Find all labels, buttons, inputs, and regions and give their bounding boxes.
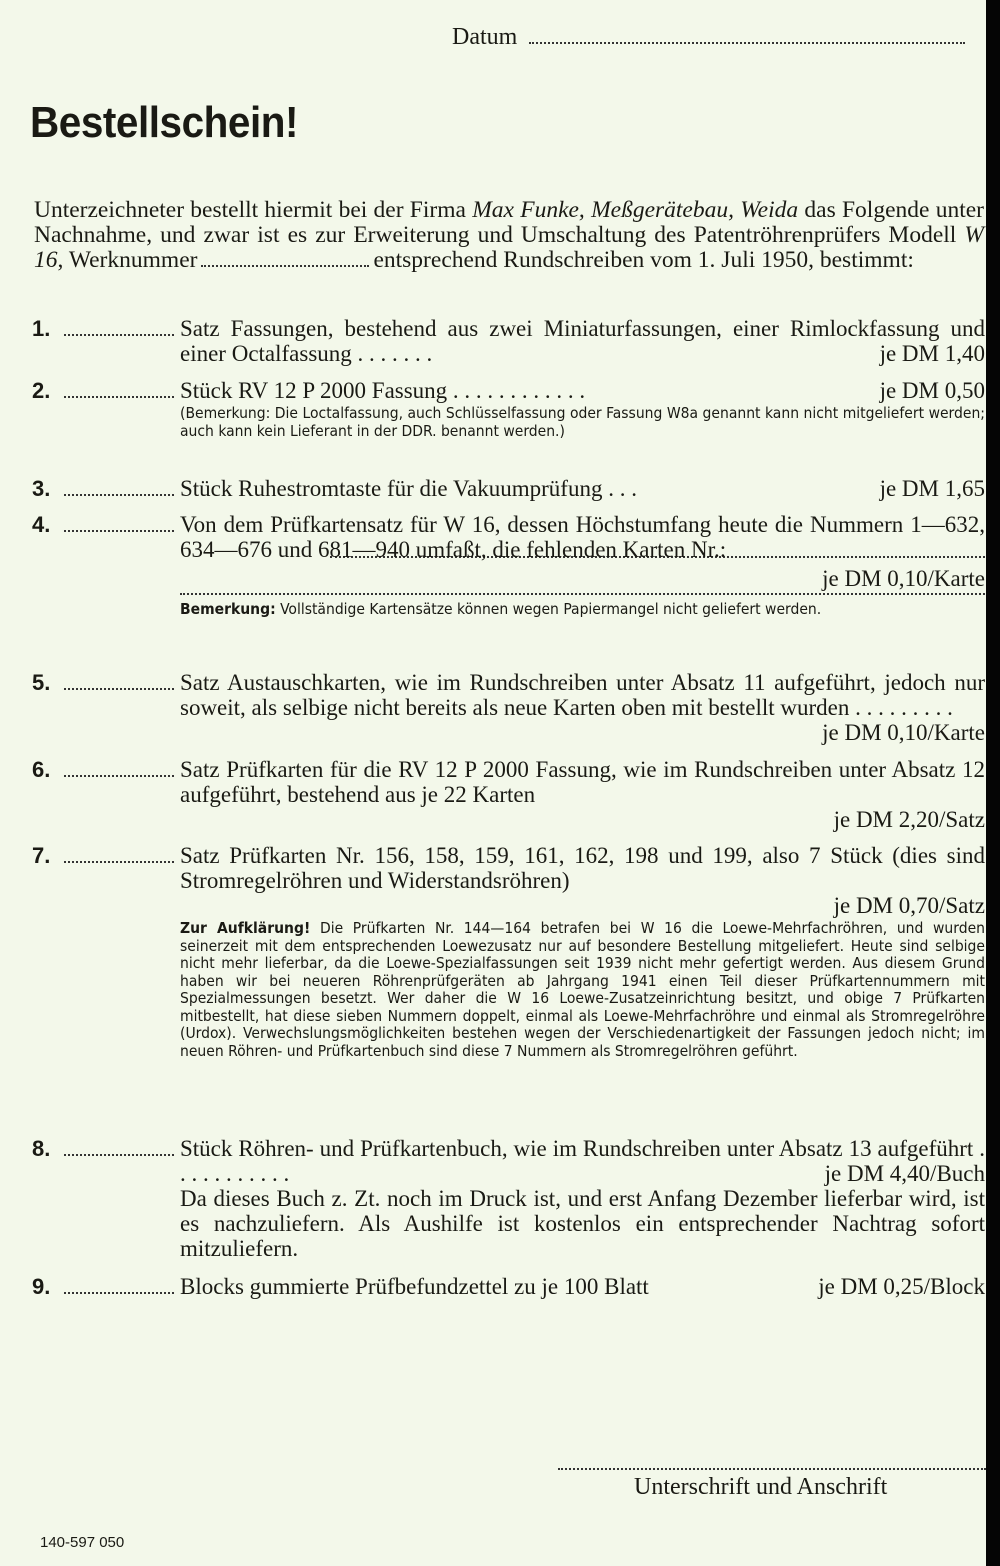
quantity-input-line[interactable] bbox=[64, 1154, 174, 1156]
item-price: je DM 0,50 bbox=[879, 378, 985, 403]
item-note: Vollständige Kartensätze können wegen Papiermangel nicht geliefert werden. bbox=[280, 600, 822, 618]
signature-label: Unterschrift und Anschrift bbox=[634, 1474, 888, 1500]
item-description: Stück RV 12 P 2000 Fassung . . . . . . . . . . . . bbox=[180, 378, 586, 403]
quantity-input-line[interactable] bbox=[64, 334, 174, 336]
company-name: Max Funke, Meßgerätebau, Weida bbox=[472, 197, 799, 223]
date-field bbox=[452, 24, 965, 51]
item-number: 9. bbox=[32, 1274, 51, 1299]
item-price: je DM 0,10/Karte bbox=[822, 566, 985, 591]
item-number: 3. bbox=[32, 476, 51, 501]
item-number: 6. bbox=[32, 757, 51, 782]
item-note: (Bemerkung: Die Loctalfassung, auch Schlüsselfassung oder Fassung W8a genannt kann nicht mitgeliefert werden; auch kann kein Lieferant in der DDR. benannt werden.) bbox=[180, 404, 985, 440]
item-number: 1. bbox=[32, 316, 51, 341]
quantity-input-line[interactable] bbox=[64, 1292, 174, 1294]
date-input-line[interactable] bbox=[529, 42, 965, 44]
intro-text-2: das Folgende unter Nachnahme, und zwar ist es zur Erweiterung und Umschaltung des Patentröhrenprüfers Modell bbox=[34, 197, 984, 248]
item-description: Satz Prüfkarten Nr. 156, 158, 159, 161, 162, 198 und 199, also 7 Stück (dies sind Stromregelröhren und Widerstandsröhren) bbox=[180, 843, 985, 893]
intro-paragraph bbox=[34, 198, 984, 273]
intro-text-3: , Werknummer bbox=[57, 247, 198, 273]
item-description: Blocks gummierte Prüfbefundzettel zu je 100 Blatt bbox=[180, 1274, 649, 1299]
item-description: Satz Fassungen, bestehend aus zwei Miniaturfassungen, einer Rimlockfassung und einer Octalfassung . . . . . . . bbox=[180, 316, 985, 366]
quantity-input-line[interactable] bbox=[64, 396, 174, 398]
scan-edge bbox=[986, 0, 1000, 1566]
item-number: 8. bbox=[32, 1136, 51, 1161]
item-number: 5. bbox=[32, 670, 51, 695]
item-price: je DM 2,20/Satz bbox=[833, 807, 985, 832]
item-description: Stück Ruhestromtaste für die Vakuumprüfung . . . bbox=[180, 476, 637, 501]
item-price: je DM 0,70/Satz bbox=[833, 893, 985, 918]
quantity-input-line[interactable] bbox=[64, 494, 174, 496]
date-label: Datum bbox=[452, 24, 518, 50]
item-number: 7. bbox=[32, 843, 51, 868]
note-label: Bemerkung: bbox=[180, 600, 276, 618]
item-number: 2. bbox=[32, 378, 51, 403]
intro-text-1: Unterzeichneter bestellt hiermit bei der Firma bbox=[34, 197, 473, 223]
item-price: je DM 4,40/Buch bbox=[824, 1161, 985, 1186]
model-name: W 16 bbox=[34, 222, 984, 273]
quantity-input-line[interactable] bbox=[64, 775, 174, 777]
quantity-input-line[interactable] bbox=[64, 530, 174, 532]
page-title: Bestellschein! bbox=[30, 98, 299, 147]
werknummer-input-line[interactable] bbox=[201, 265, 369, 267]
note-label: Zur Aufklärung! bbox=[180, 919, 311, 937]
item-number: 4. bbox=[32, 512, 51, 537]
card-numbers-input-line-2[interactable] bbox=[180, 593, 985, 595]
item-description: Satz Austauschkarten, wie im Rundschreiben unter Absatz 11 aufgeführt, jedoch nur soweit, als selbige nicht bereits als neue Karten oben mit bestellt wurden . . . . . . . . . bbox=[180, 670, 985, 720]
item-description: Von dem Prüfkartensatz für W 16, dessen Höchstumfang heute die Nummern 1—632, 634—676 und 681—940 umfaßt, die fehlenden Karten Nr.: bbox=[180, 512, 985, 562]
item-note: Die Prüfkarten Nr. 144—164 betrafen bei W 16 die Loewe-Mehrfachröhren, und wurden seinerzeit mit dem entsprechenden Loewezusatz nur auf besondere Bestellung mitgeliefert. Heute sind selbige nicht mehr lieferbar, da die Loewe-Spezialfassungen seit 1939 nicht mehr gefertigt werden. Aus diesem Grund haben wir bei neueren Röhrenprüfgeräten ab Jahrgang 1941 einen Teil dieser Prüfkartennummern mit Spezialmessungen besetzt. Wer daher die W 16 Loewe-Zusatzeinrichtung besitzt, und obige 7 Prüfkarten mitbestellt, hat diese sieben Nummern doppelt, einmal als Loewe-Mehrfachröhre und einmal als Stromregelröhre (Urdox). Verwechslungsmöglichkeiten bestehen wegen der Verschiedenartigkeit der Fassungen jedoch nicht; im neuen Röhren- und Prüfkartenbuch sind diese 7 Nummern als Stromregelröhren geführt. bbox=[180, 919, 985, 1060]
form-code: 140-597 050 bbox=[40, 1534, 125, 1551]
item-description: Stück Röhren- und Prüfkartenbuch, wie im Rundschreiben unter Absatz 13 aufgeführt . . . . . . . . . . . bbox=[180, 1136, 985, 1186]
item-price: je DM 1,40 bbox=[879, 341, 985, 366]
item-price: je DM 0,25/Block bbox=[818, 1274, 985, 1299]
signature-input-line[interactable] bbox=[558, 1468, 986, 1470]
quantity-input-line[interactable] bbox=[64, 861, 174, 863]
item-description: Satz Prüfkarten für die RV 12 P 2000 Fassung, wie im Rundschreiben unter Absatz 12 aufgeführt, bestehend aus je 22 Karten bbox=[180, 757, 985, 807]
quantity-input-line[interactable] bbox=[64, 688, 174, 690]
item-note: Da dieses Buch z. Zt. noch im Druck ist, und erst Anfang Dezember lieferbar wird, ist es nachzuliefern. Als Aushilfe ist kostenlos ein entsprechender Nachtrag sofort mitzuliefern. bbox=[180, 1186, 985, 1261]
intro-text-4: entsprechend Rundschreiben vom 1. Juli 1950, bestimmt: bbox=[373, 247, 914, 273]
item-price: je DM 0,10/Karte bbox=[822, 720, 985, 745]
item-price: je DM 1,65 bbox=[879, 476, 985, 501]
